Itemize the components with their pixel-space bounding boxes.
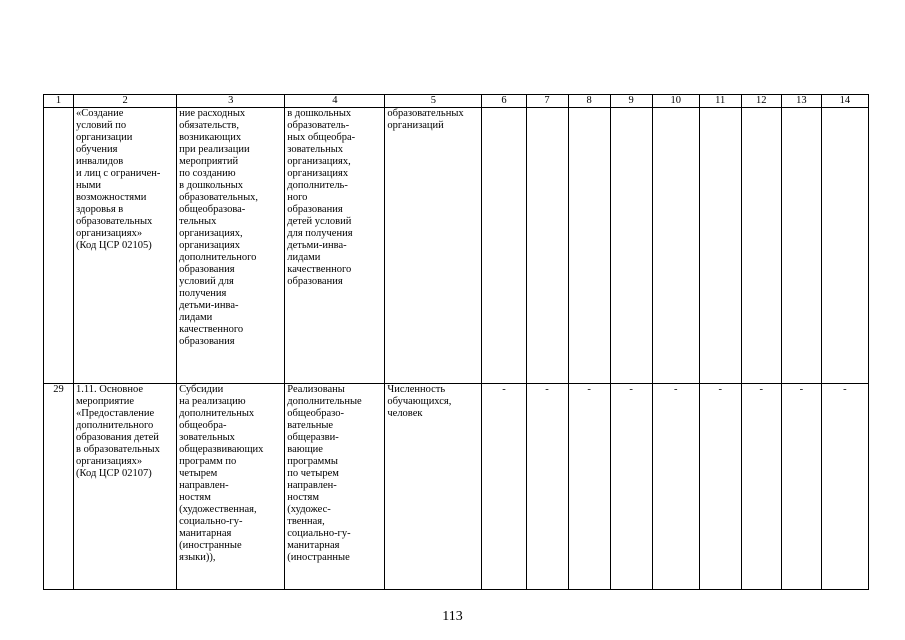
column-number: 14 — [821, 95, 868, 108]
column-number: 7 — [526, 95, 568, 108]
column-number: 3 — [177, 95, 285, 108]
value-cell — [821, 108, 868, 384]
activity-name-cell: 1.11. Основное мероприятие «Предоставление дополнительного образования детей в образовательных организациях» (Код ЦСР 02107) — [74, 384, 177, 590]
value-cell: - — [699, 384, 741, 590]
column-number: 12 — [741, 95, 781, 108]
value-cell: - — [526, 384, 568, 590]
value-cell: - — [821, 384, 868, 590]
column-number: 10 — [652, 95, 699, 108]
column-number: 6 — [482, 95, 526, 108]
indicator-cell: образовательных организаций — [385, 108, 482, 384]
value-cell — [526, 108, 568, 384]
column-number: 1 — [44, 95, 74, 108]
page-number: 113 — [442, 609, 463, 624]
row-number-cell — [44, 108, 74, 384]
value-cell — [482, 108, 526, 384]
column-number: 4 — [285, 95, 385, 108]
value-cell — [652, 108, 699, 384]
value-cell: - — [652, 384, 699, 590]
result-cell: Реализованы дополнительные общеобразо- вательные общеразви- вающие программы по четырем направлен- ностям (художес- твенная, социально-гу- манитарная (иностранные — [285, 384, 385, 590]
column-number: 11 — [699, 95, 741, 108]
value-cell — [568, 108, 610, 384]
value-cell: - — [741, 384, 781, 590]
value-cell — [610, 108, 652, 384]
column-number-row — [44, 95, 869, 108]
indicator-cell: Численность обучающихся, человек — [385, 384, 482, 590]
column-number: 5 — [385, 95, 482, 108]
value-cell: - — [482, 384, 526, 590]
table-row — [44, 384, 869, 590]
value-cell: - — [781, 384, 821, 590]
value-cell — [699, 108, 741, 384]
value-cell: - — [568, 384, 610, 590]
column-number: 9 — [610, 95, 652, 108]
table-row — [44, 108, 869, 384]
column-number: 8 — [568, 95, 610, 108]
value-cell — [781, 108, 821, 384]
column-number: 13 — [781, 95, 821, 108]
description-cell: Субсидии на реализацию дополнительных общеобра- зовательных общеразвивающих программ по четырем направлен- ностям (художественная, социально-гу- манитарная (иностранные языки)), — [177, 384, 285, 590]
program-table — [43, 94, 869, 590]
result-cell: в дошкольных образователь- ных общеобра- зовательных организациях, организациях дополнитель- ного образования детей условий для получения детьми-инва- лидами качественного образования — [285, 108, 385, 384]
column-number: 2 — [74, 95, 177, 108]
description-cell: ние расходных обязательств, возникающих при реализации мероприятий по созданию в дошкольных образовательных, общеобразова- тельных организациях, организациях дополнительного образования условий для получения детьми-инва- лидами качественного образования — [177, 108, 285, 384]
row-number-cell: 29 — [44, 384, 74, 590]
value-cell — [741, 108, 781, 384]
activity-name-cell: «Создание условий по организации обучения инвалидов и лиц с ограничен- ными возможностями здоровья в образовательных организациях» (Код ЦСР 02105) — [74, 108, 177, 384]
value-cell: - — [610, 384, 652, 590]
